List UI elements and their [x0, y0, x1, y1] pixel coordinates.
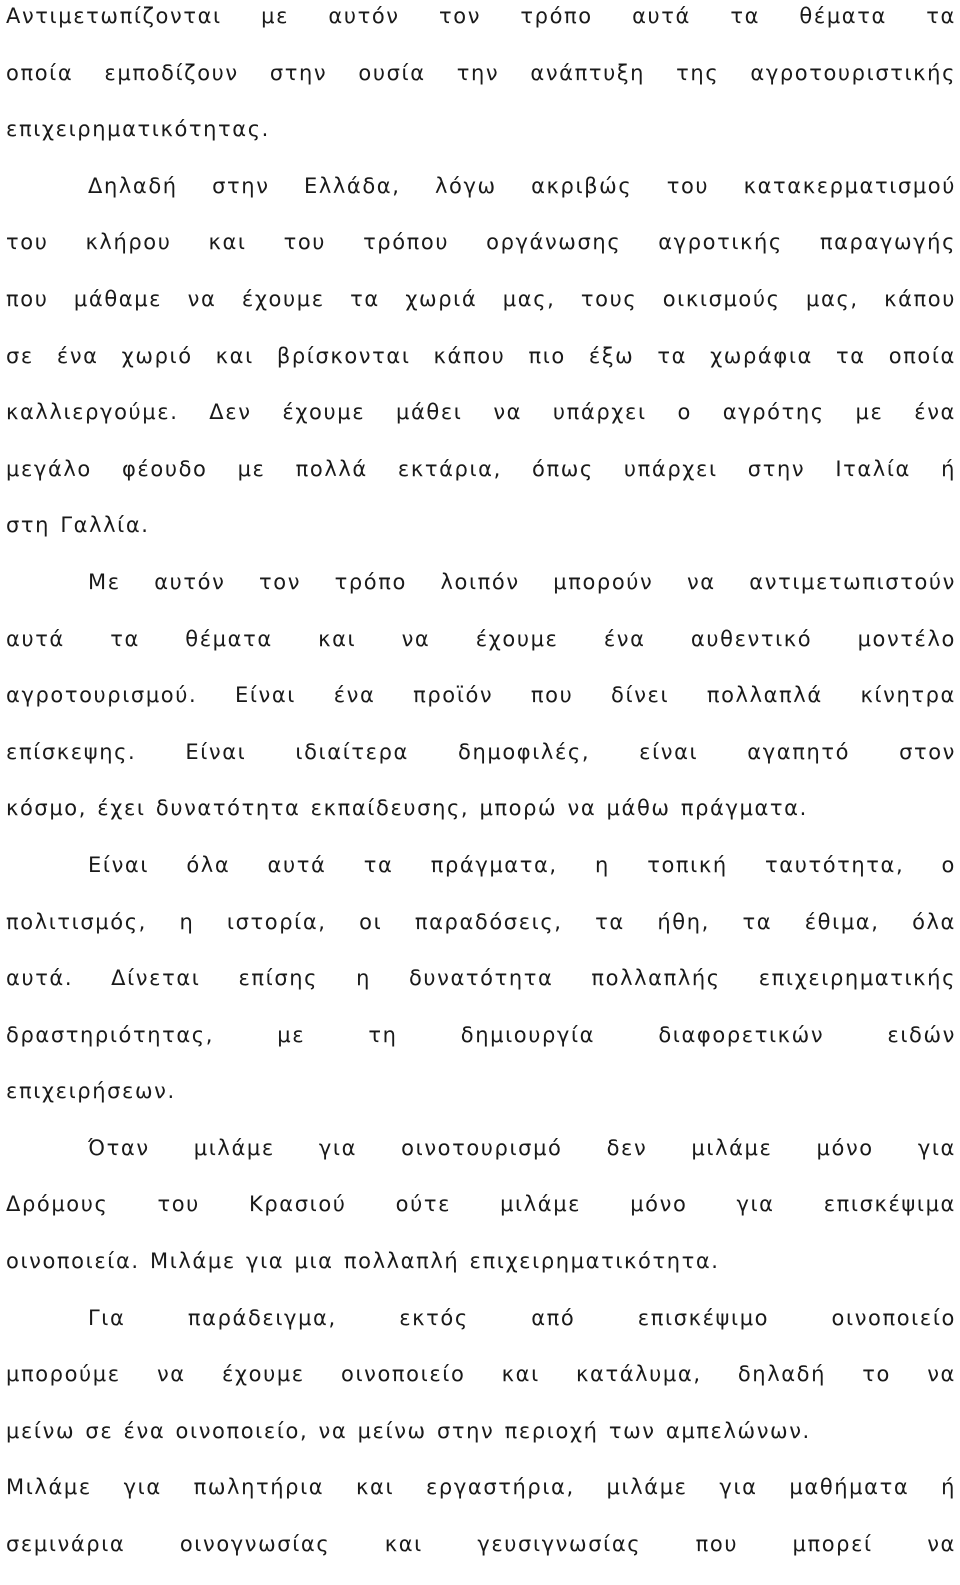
- paragraph-start-line: Δηλαδή στην Ελλάδα, λόγω ακριβώς του κατακερματισμού: [88, 173, 956, 198]
- text-line: δραστηριότητας, με τη δημιουργία διαφορετικών ειδών: [6, 1022, 956, 1047]
- text-line: επίσκεψης. Είναι ιδιαίτερα δημοφιλές, είναι αγαπητό στον: [6, 739, 956, 764]
- paragraph-start-line: Όταν μιλάμε για οινοτουρισμό δεν μιλάμε μόνο για: [88, 1135, 956, 1160]
- text-line: σε ένα χωριό και βρίσκονται κάπου πιο έξω τα χωράφια τα οποία: [6, 343, 956, 368]
- paragraph-start-line: Είναι όλα αυτά τα πράγματα, η τοπική ταυτότητα, ο: [88, 852, 956, 877]
- text-line: στη Γαλλία.: [6, 513, 150, 538]
- text-line: μείνω σε ένα οινοποιείο, να μείνω στην περιοχή των αμπελώνων.: [6, 1418, 811, 1443]
- text-line: που μάθαμε να έχουμε τα χωριά μας, τους οικισμούς μας, κάπου: [6, 286, 956, 311]
- text-line: σεμινάρια οινογνωσίας και γευσιγνωσίας που μπορεί να: [6, 1532, 956, 1557]
- text-line: μπορούμε να έχουμε οινοποιείο και κατάλυμα, δηλαδή το να: [6, 1362, 956, 1387]
- text-line: πολιτισμός, η ιστορία, οι παραδόσεις, τα ήθη, τα έθιμα, όλα: [6, 909, 956, 934]
- text-line: επιχειρηματικότητας.: [6, 117, 270, 142]
- text-line: μεγάλο φέουδο με πολλά εκτάρια, όπως υπάρχει στην Ιταλία ή: [6, 456, 956, 481]
- text-line: του κλήρου και του τρόπου οργάνωσης αγροτικής παραγωγής: [6, 230, 956, 255]
- text-line: καλλιεργούμε. Δεν έχουμε μάθει να υπάρχει ο αγρότης με ένα: [6, 400, 956, 425]
- paragraph-start-line: Για παράδειγμα, εκτός από επισκέψιμο οινοποιείο: [88, 1305, 956, 1330]
- text-line: επιχειρήσεων.: [6, 1079, 176, 1104]
- text-line: αυτά. Δίνεται επίσης η δυνατότητα πολλαπλής επιχειρηματικής: [6, 966, 956, 991]
- text-line: αυτά τα θέματα και να έχουμε ένα αυθεντικό μοντέλο: [6, 626, 956, 651]
- text-line: κόσμο, έχει δυνατότητα εκπαίδευσης, μπορώ να μάθω πράγματα.: [6, 796, 808, 821]
- text-line: οινοποιεία. Μιλάμε για μια πολλαπλή επιχειρηματικότητα.: [6, 1249, 720, 1274]
- document-page: [6, 0, 956, 1585]
- text-line: Δρόμους του Κρασιού ούτε μιλάμε μόνο για επισκέψιμα: [6, 1192, 956, 1217]
- text-line: αγροτουρισμού. Είναι ένα προϊόν που δίνει πολλαπλά κίνητρα: [6, 683, 956, 708]
- text-line: οποία εμποδίζουν στην ουσία την ανάπτυξη της αγροτουριστικής: [6, 60, 956, 85]
- text-line: Αντιμετωπίζονται με αυτόν τον τρόπο αυτά τα θέματα τα: [6, 4, 956, 28]
- paragraph-start-line: Με αυτόν τον τρόπο λοιπόν μπορούν να αντιμετωπιστούν: [88, 569, 956, 594]
- text-line: Μιλάμε για πωλητήρια και εργαστήρια, μιλάμε για μαθήματα ή: [6, 1475, 956, 1500]
